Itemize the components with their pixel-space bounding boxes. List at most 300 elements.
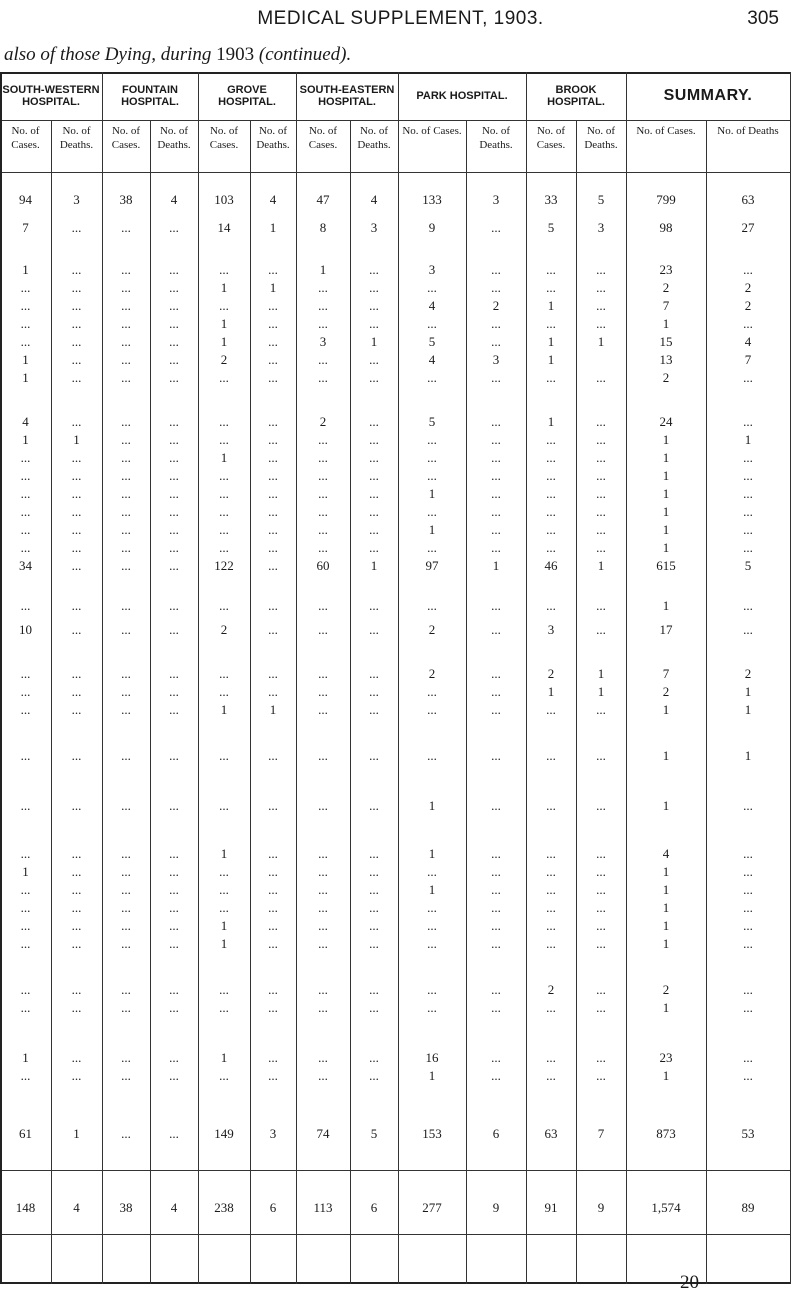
table-cell: ... xyxy=(369,882,379,897)
column-header: No. of Deaths. xyxy=(59,125,94,151)
table-cell: ... xyxy=(596,262,606,277)
table-cell: 4 xyxy=(428,352,436,367)
table-cell: 1 xyxy=(269,280,277,295)
table-cell: ... xyxy=(20,522,31,537)
table-cell: 1 xyxy=(220,846,228,861)
table-cell: ... xyxy=(318,486,328,501)
table-cell: ... xyxy=(546,504,556,519)
table-cell: ... xyxy=(743,882,753,897)
table-cell: 2 xyxy=(492,298,500,313)
table-cell: ... xyxy=(169,414,179,429)
table-cell: ... xyxy=(546,432,556,447)
hospital-header: GROVE HOSPITAL. xyxy=(218,84,276,108)
table-cell: 1 xyxy=(662,1068,670,1083)
table-subtitle xyxy=(4,44,351,66)
table-cell: ... xyxy=(20,334,31,349)
table-cell: ... xyxy=(20,598,31,613)
table-cell: ... xyxy=(268,468,278,483)
total-cell: 148 xyxy=(15,1200,36,1215)
table-cell: 1 xyxy=(22,352,29,367)
table-cell: ... xyxy=(268,882,278,897)
table-cell: ... xyxy=(491,666,501,681)
table-cell: ... xyxy=(268,540,278,555)
table-cell: ... xyxy=(596,522,606,537)
table-cell: ... xyxy=(318,864,328,879)
table-cell: ... xyxy=(491,280,501,295)
table-cell: ... xyxy=(546,468,556,483)
table-cell: ... xyxy=(71,298,82,313)
table-cell: ... xyxy=(268,684,278,699)
table-cell: ... xyxy=(169,220,179,235)
table-cell: 94 xyxy=(19,192,32,207)
table-cell: ... xyxy=(369,450,379,465)
hospital-header: BROOK HOSPITAL. xyxy=(547,84,605,108)
table-cell: ... xyxy=(268,1068,278,1083)
table-cell: 60 xyxy=(316,558,330,573)
table-cell: ... xyxy=(491,748,501,763)
table-cell: 63 xyxy=(544,1126,558,1141)
table-cell: ... xyxy=(169,432,179,447)
table-cell: ... xyxy=(546,798,556,813)
table-cell: 1 xyxy=(428,1068,436,1083)
table-cell: ... xyxy=(491,486,501,501)
table-cell: ... xyxy=(743,1000,753,1015)
table-cell: 2 xyxy=(319,414,327,429)
table-cell: ... xyxy=(169,1050,179,1065)
table-cell: ... xyxy=(596,598,606,613)
table-cell: 1 xyxy=(428,522,436,537)
table-cell: 1 xyxy=(662,798,670,813)
table-cell: 1 xyxy=(744,432,752,447)
table-cell: ... xyxy=(268,414,278,429)
column-header: No. of Cases. xyxy=(308,125,338,151)
table-cell: ... xyxy=(20,918,31,933)
table-cell: ... xyxy=(121,414,131,429)
table-cell: ... xyxy=(369,864,379,879)
table-cell: 7 xyxy=(597,1126,605,1141)
table-cell: 1 xyxy=(220,316,228,331)
table-cell: 3 xyxy=(597,220,605,235)
table-cell: ... xyxy=(491,450,501,465)
table-cell: ... xyxy=(318,352,328,367)
table-cell: ... xyxy=(427,468,437,483)
table-cell: ... xyxy=(596,450,606,465)
table-cell: ... xyxy=(169,748,179,763)
table-cell: ... xyxy=(596,370,606,385)
table-cell: 615 xyxy=(656,558,676,573)
table-cell: ... xyxy=(121,798,131,813)
total-cell: 9 xyxy=(597,1200,605,1215)
table-cell: ... xyxy=(121,1050,131,1065)
table-cell: ... xyxy=(369,666,379,681)
table-cell: 1 xyxy=(269,702,277,717)
table-cell: ... xyxy=(743,262,753,277)
table-cell: ... xyxy=(121,316,131,331)
table-cell: 1 xyxy=(547,414,555,429)
table-cell: ... xyxy=(596,882,606,897)
table-cell: 1 xyxy=(662,882,670,897)
table-cell: ... xyxy=(121,432,131,447)
table-cell: 1 xyxy=(220,936,228,951)
table-cell: ... xyxy=(596,468,606,483)
table-cell: 2 xyxy=(662,982,670,997)
table-cell: ... xyxy=(427,370,437,385)
table-cell: ... xyxy=(169,598,179,613)
table-cell: 2 xyxy=(662,370,670,385)
table-cell: ... xyxy=(369,982,379,997)
table-cell: ... xyxy=(546,1000,556,1015)
table-cell: 7 xyxy=(22,220,29,235)
table-cell: ... xyxy=(318,598,328,613)
table-cell: ... xyxy=(71,622,82,637)
table-cell: ... xyxy=(71,918,82,933)
table-cell: 1 xyxy=(220,280,228,295)
total-cell: 4 xyxy=(170,1200,178,1215)
table-cell: 103 xyxy=(214,192,234,207)
table-cell: ... xyxy=(743,522,753,537)
table-cell: ... xyxy=(546,598,556,613)
table-cell: 47 xyxy=(316,192,330,207)
table-cell: ... xyxy=(743,1050,753,1065)
footer-number: 20 xyxy=(680,1272,699,1293)
table-cell: 1 xyxy=(662,900,670,915)
table-cell: 98 xyxy=(659,220,673,235)
table-cell: ... xyxy=(427,1000,437,1015)
table-cell: ... xyxy=(169,522,179,537)
table-cell: ... xyxy=(121,666,131,681)
table-cell: ... xyxy=(427,280,437,295)
hospital-header: PARK HOSPITAL. xyxy=(416,90,508,102)
table-cell: ... xyxy=(743,598,753,613)
table-cell: ... xyxy=(219,298,229,313)
table-cell: 46 xyxy=(544,558,558,573)
table-cell: 1 xyxy=(597,666,605,681)
table-cell: ... xyxy=(596,798,606,813)
total-cell: 38 xyxy=(119,1200,133,1215)
table-cell: 2 xyxy=(220,622,228,637)
table-cell: ... xyxy=(219,486,229,501)
table-cell: 1 xyxy=(220,450,228,465)
table-cell: ... xyxy=(546,702,556,717)
table-cell: ... xyxy=(596,540,606,555)
table-cell: ... xyxy=(318,846,328,861)
table-cell: 5 xyxy=(547,220,555,235)
table-cell: 7 xyxy=(744,352,752,367)
table-cell: ... xyxy=(121,1126,131,1141)
table-cell: ... xyxy=(491,220,501,235)
table-cell: ... xyxy=(121,504,131,519)
table-cell: ... xyxy=(546,918,556,933)
column-header: No. of Cases. xyxy=(536,125,566,151)
table-cell: ... xyxy=(546,1050,556,1065)
table-cell: ... xyxy=(596,316,606,331)
statistics-table xyxy=(0,72,790,1284)
table-cell: ... xyxy=(20,468,31,483)
table-cell: ... xyxy=(169,540,179,555)
table-cell: ... xyxy=(427,598,437,613)
table-cell: ... xyxy=(743,468,753,483)
table-cell: 1 xyxy=(547,352,555,367)
table-cell: ... xyxy=(369,748,379,763)
table-cell: ... xyxy=(318,666,328,681)
table-cell: 1 xyxy=(22,1050,29,1065)
table-cell: 3 xyxy=(370,220,378,235)
table-cell: 1 xyxy=(22,864,29,879)
table-cell: 2 xyxy=(744,280,752,295)
table-cell: ... xyxy=(20,666,31,681)
table-cell: 34 xyxy=(19,558,32,573)
table-cell: 1 xyxy=(547,298,555,313)
table-cell: ... xyxy=(491,522,501,537)
table-cell: 14 xyxy=(217,220,231,235)
table-cell: ... xyxy=(121,598,131,613)
table-cell: 13 xyxy=(659,352,673,367)
table-cell: ... xyxy=(169,280,179,295)
table-cell: ... xyxy=(71,936,82,951)
table-cell: ... xyxy=(318,748,328,763)
table-cell: ... xyxy=(71,352,82,367)
column-header: No. of Deaths. xyxy=(256,125,290,151)
table-cell: ... xyxy=(369,798,379,813)
table-cell: ... xyxy=(369,298,379,313)
table-cell: ... xyxy=(546,522,556,537)
table-cell: ... xyxy=(369,1068,379,1083)
table-cell: ... xyxy=(169,798,179,813)
table-cell: 873 xyxy=(656,1126,676,1141)
table-cell: ... xyxy=(596,918,606,933)
table-cell: 2 xyxy=(744,666,752,681)
table-cell: ... xyxy=(491,468,501,483)
table-cell: 5 xyxy=(428,414,436,429)
table-cell: ... xyxy=(268,432,278,447)
table-cell: 6 xyxy=(492,1126,500,1141)
table-cell: ... xyxy=(121,684,131,699)
table-cell: ... xyxy=(219,882,229,897)
table-cell: ... xyxy=(71,1000,82,1015)
table-cell: ... xyxy=(491,1050,501,1065)
table-cell: ... xyxy=(219,666,229,681)
table-cell: ... xyxy=(596,1050,606,1065)
table-cell: ... xyxy=(169,982,179,997)
table-cell: ... xyxy=(169,316,179,331)
table-cell: ... xyxy=(71,540,82,555)
table-cell: ... xyxy=(219,540,229,555)
table-cell: 1 xyxy=(662,316,670,331)
table-cell: 1 xyxy=(22,370,29,385)
table-cell: ... xyxy=(268,864,278,879)
table-cell: 23 xyxy=(659,1050,673,1065)
table-cell: 5 xyxy=(597,192,605,207)
table-cell: ... xyxy=(71,598,82,613)
table-cell: 2 xyxy=(220,352,228,367)
table-cell: ... xyxy=(169,334,179,349)
table-cell: 4 xyxy=(662,846,670,861)
table-cell: ... xyxy=(121,558,131,573)
table-cell: 1 xyxy=(428,882,436,897)
table-cell: 1 xyxy=(73,432,80,447)
table-cell: ... xyxy=(219,798,229,813)
table-cell: ... xyxy=(121,468,131,483)
table-cell: ... xyxy=(369,936,379,951)
table-cell: ... xyxy=(219,468,229,483)
table-cell: ... xyxy=(268,846,278,861)
table-cell: ... xyxy=(219,982,229,997)
table-cell: ... xyxy=(268,1050,278,1065)
table-cell: ... xyxy=(546,450,556,465)
table-cell: 97 xyxy=(425,558,439,573)
table-cell: 1 xyxy=(220,702,228,717)
table-cell: 2 xyxy=(428,666,436,681)
table-cell: 7 xyxy=(662,298,670,313)
table-cell: ... xyxy=(169,702,179,717)
table-cell: ... xyxy=(219,1000,229,1015)
table-cell: ... xyxy=(71,414,82,429)
table-cell: 5 xyxy=(428,334,436,349)
table-cell: ... xyxy=(20,540,31,555)
total-cell: 6 xyxy=(269,1200,277,1215)
table-cell: ... xyxy=(427,316,437,331)
table-cell: ... xyxy=(596,1068,606,1083)
table-cell: 53 xyxy=(741,1126,755,1141)
table-cell: ... xyxy=(121,918,131,933)
table-cell: ... xyxy=(169,262,179,277)
table-cell: 3 xyxy=(547,622,555,637)
table-cell: 1 xyxy=(269,220,277,235)
table-cell: 61 xyxy=(19,1126,32,1141)
table-cell: ... xyxy=(743,622,753,637)
table-cell: ... xyxy=(427,450,437,465)
table-cell: ... xyxy=(71,684,82,699)
table-cell: ... xyxy=(491,622,501,637)
table-cell: ... xyxy=(169,468,179,483)
table-cell: 9 xyxy=(428,220,436,235)
table-cell: 2 xyxy=(547,666,555,681)
table-cell: ... xyxy=(369,370,379,385)
table-cell: 2 xyxy=(547,982,555,997)
table-cell: ... xyxy=(71,262,82,277)
table-cell: ... xyxy=(318,468,328,483)
table-cell: ... xyxy=(427,748,437,763)
table-cell: ... xyxy=(121,298,131,313)
table-cell: ... xyxy=(121,846,131,861)
table-cell: ... xyxy=(491,414,501,429)
table-cell: ... xyxy=(596,280,606,295)
table-cell: 16 xyxy=(425,1050,439,1065)
table-cell: ... xyxy=(268,918,278,933)
table-cell: ... xyxy=(491,900,501,915)
table-cell: ... xyxy=(71,1050,82,1065)
table-cell: ... xyxy=(491,598,501,613)
table-cell: ... xyxy=(596,982,606,997)
table-cell: ... xyxy=(20,1000,31,1015)
table-cell: ... xyxy=(71,220,82,235)
table-cell: ... xyxy=(71,702,82,717)
table-cell: ... xyxy=(491,918,501,933)
table-cell: ... xyxy=(318,982,328,997)
table-cell: 3 xyxy=(492,352,500,367)
table-cell: 1 xyxy=(597,334,605,349)
table-cell: ... xyxy=(219,262,229,277)
table-cell: ... xyxy=(169,900,179,915)
table-cell: ... xyxy=(546,540,556,555)
table-cell: 1 xyxy=(744,684,752,699)
table-cell: 1 xyxy=(220,918,228,933)
table-cell: ... xyxy=(20,936,31,951)
table-cell: ... xyxy=(169,684,179,699)
table-cell: ... xyxy=(491,864,501,879)
table-cell: ... xyxy=(427,432,437,447)
table-cell: 1 xyxy=(73,1126,80,1141)
page-header-title: MEDICAL SUPPLEMENT, 1903. xyxy=(257,8,544,29)
table-cell: ... xyxy=(491,504,501,519)
subtitle-text: also of those Dying, during xyxy=(4,44,212,65)
table-cell: ... xyxy=(121,1068,131,1083)
table-cell: ... xyxy=(219,864,229,879)
table-cell: 63 xyxy=(741,192,755,207)
table-cell: ... xyxy=(71,666,82,681)
table-cell: ... xyxy=(546,262,556,277)
table-cell: ... xyxy=(369,414,379,429)
table-cell: ... xyxy=(546,900,556,915)
table-cell: ... xyxy=(268,334,278,349)
table-cell: ... xyxy=(546,846,556,861)
table-cell: ... xyxy=(369,540,379,555)
table-cell: 1 xyxy=(370,334,378,349)
table-cell: ... xyxy=(71,558,82,573)
column-header: No. of Cases. xyxy=(209,125,239,151)
table-cell: 4 xyxy=(22,414,29,429)
table-cell: ... xyxy=(318,936,328,951)
table-cell: ... xyxy=(121,900,131,915)
table-cell: 1 xyxy=(22,262,29,277)
table-cell: ... xyxy=(318,1068,328,1083)
table-cell: 133 xyxy=(422,192,442,207)
column-header: No. of Deaths xyxy=(717,125,779,137)
table-cell: ... xyxy=(546,936,556,951)
column-header: No. of Deaths. xyxy=(479,125,513,151)
table-cell: ... xyxy=(491,1068,501,1083)
table-cell: ... xyxy=(71,504,82,519)
table-cell: ... xyxy=(427,936,437,951)
table-cell: ... xyxy=(268,298,278,313)
table-cell: ... xyxy=(427,864,437,879)
table-cell: 122 xyxy=(214,558,234,573)
table-cell: ... xyxy=(169,558,179,573)
table-cell: ... xyxy=(219,370,229,385)
table-cell: ... xyxy=(427,900,437,915)
table-cell: ... xyxy=(169,352,179,367)
table-cell: ... xyxy=(596,504,606,519)
table-cell: ... xyxy=(219,414,229,429)
total-cell: 1,574 xyxy=(651,1200,681,1215)
table-cell: 2 xyxy=(662,280,670,295)
table-cell: ... xyxy=(71,334,82,349)
column-header: No. of Cases. xyxy=(402,125,462,137)
table-cell: ... xyxy=(596,486,606,501)
table-cell: ... xyxy=(121,982,131,997)
table-cell: ... xyxy=(369,918,379,933)
table-cell: ... xyxy=(318,882,328,897)
table-cell: ... xyxy=(369,352,379,367)
table-cell: ... xyxy=(318,900,328,915)
table-cell: ... xyxy=(268,352,278,367)
table-cell: ... xyxy=(369,598,379,613)
table-cell: 1 xyxy=(662,486,670,501)
table-cell: ... xyxy=(268,598,278,613)
total-cell: 4 xyxy=(73,1200,80,1215)
table-cell: ... xyxy=(743,370,753,385)
table-cell: ... xyxy=(219,522,229,537)
